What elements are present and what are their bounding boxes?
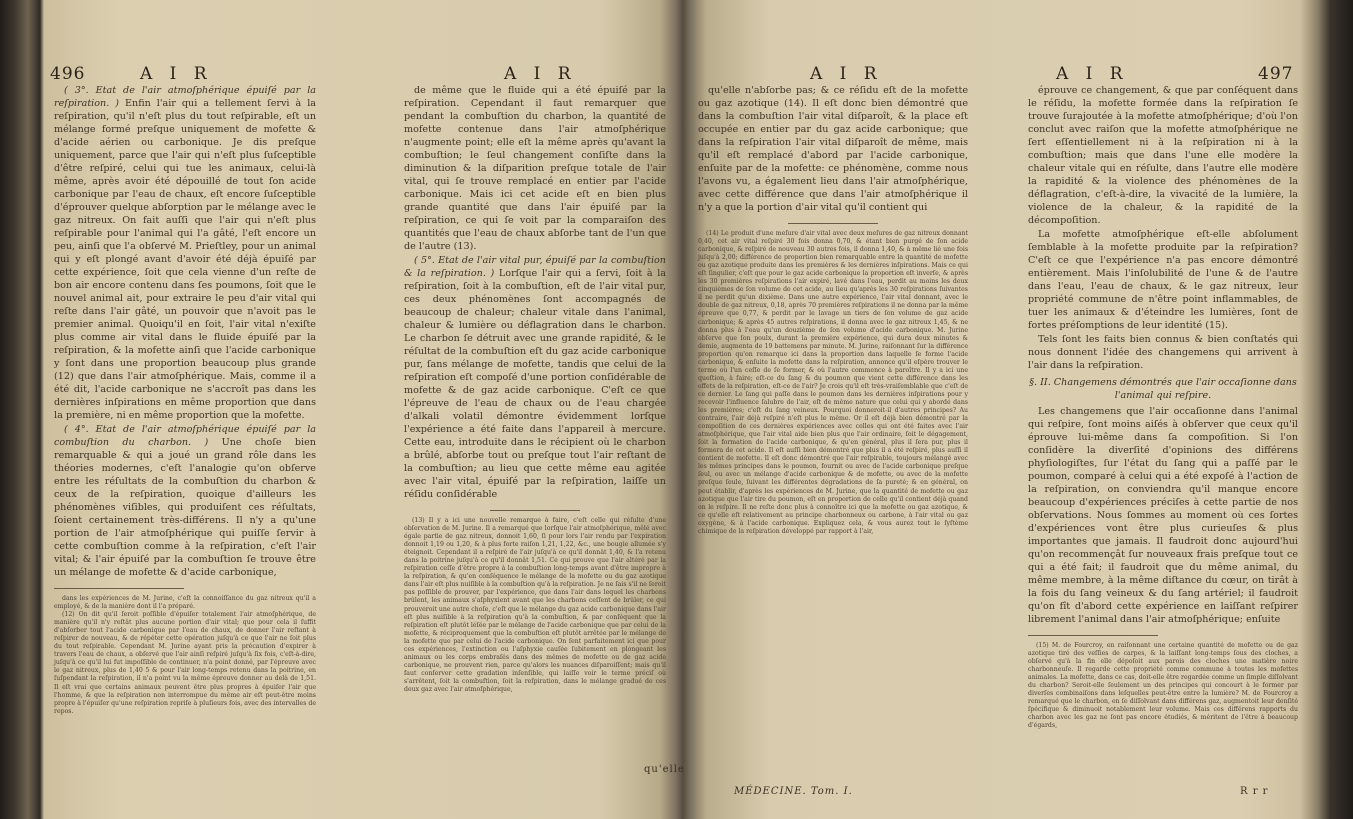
- left-page: [44, 0, 685, 819]
- text-column: [1028, 84, 1298, 731]
- page-number: 497: [1258, 64, 1294, 84]
- paragraph: qu'elle n'abſorbe pas; & ce réſidu eſt de la mofette ou gaz azotique (14). Il eſt donc bien démontré que dans la combuſtion l'air vital diſparoît, & la place eſt occupée en entier par du gaz acide carbonique; que dans la reſpiration l'air vital diſparoît de même, mais qu'il eſt remplacé d'abord par l'acide carbonique, enſuite par de la mofette: ce phénomène, comme nous l'avons vu, a également lieu dans l'air atmoſphérique, avec cette différence que dans l'air atmoſphérique il n'y a que la portion d'air vital qu'il contient qui: [698, 85, 968, 213]
- paragraph: Les changemens que l'air occaſionne dans l'animal qui reſpire, ſont moins aiſés à obſerver que ceux qu'il éprouve lui-même dans ſa compoſition. Si l'on conſidère la diverſité d'opinions des différens phyſiologiſtes, ſur l'état du ſang qui a paſſé par le poumon, comparé à celui qui a été expoſé à l'action de la reſpiration, on conviendra qu'il manque encore beaucoup d'expériences préciſes à cette partie de nos obſervations. Nous ſommes au moment où ces ſortes d'expériences vont être plus curieuſes & plus importantes que jamais. Il faudroit donc aujourd'hui qu'on recommençât ſur nouveaux frais preſque tout ce qui a été fait; il faudroit que du même animal, du même membre, à la même diſtance du cœur, on tirât à la fois du ſang veineux & du ſang artériel; il faudroit qu'on fît d'abord cette expérience en laiſſant reſpirer librement l'animal dans l'air atmoſphérique; enſuite: [1028, 406, 1298, 625]
- footnote-14: (14) Le produit d'une meſure d'air vital avec deux meſures de gaz nitreux donnant 0,40, cet air vital reſpiré 30 fois donna 0,70, & étant bien purgé de ſon acide carbonique, & reſpiré de nouveau 30 autres fois, il donna 1,40, & à même lié une fois juſqu'à 2,00; différence de proportion bien remarquable entre la quantité de mofette ou gaz azotique produite dans les premières & les dernières inſpirations. Mais ce qui eſt ſingulier, c'eſt que pour le gaz acide carbonique la proportion eſt inverſe, & après les 30 premières reſpirations l'air expiré, lavé dans l'eau, perdit au moins les deux cinquièmes de ſon volume de cet acide, au lieu qu'après les 30 reſpirations ſuivantes il ne perdit qu'un dixième. Dans une autre expérience, l'air vital donnant, avec le double de gaz nitreux, 0,18, après 70 premières reſpirations il ne donna par la même épreuve que 0,77, & perdit par le lavage un tiers de ſon volume de gaz acide carbonique; & après 45 autres reſpirations, il donna avec le gaz nitreux 1,45, & ne donna plus à l'eau qu'un douzième de ſon volume d'acide carbonique. M. Jurine obſerve que ſon poulx, durant la première expérience, qui dura deux minutes & demie, augmenta de 19 battemens par minute. M. Jurine, raiſonnant ſur la différence proportion qu'on remarque ici dans la proportion dans laquelle ſe forme l'acide carbonique, & enſuite la mofette dans la reſpiration, annonce qu'il eſpère trouver le terme où l'un ceſſe de ſe former, & où l'autre commence à paroître. Il y a ici une queſtion, à faire; eſt-ce du ſang & du poumon que vient cette différence dans les effets de la reſpiration, eſt-ce de l'air? Je crois qu'il eſt très-vraiſemblable que c'eſt de ce dernier. Le ſang qui paſſe dans le poumon dans les dernières inſpirations pour y recevoir l'influence ſalubre de l'air, eſt de même nature que celui qui y abordé dans les premières; c'eſt du ſang veineux. Pourquoi donneroit-il d'autres principes? Au contraire, l'air déjà reſpiré n'eſt plus le même. Or il eſt déjà bien démontré par la compoſition de ces dernières expériences avec celles qui ont été faites avec l'air atmoſphérique, que l'air vital aide bien plus que l'air ordinaire, ſoit le dégagement, ſoit la formation de l'acide carbonique, & qu'en général, plus il ſera pur, plus il formera de cet acide. Il eſt auſſi bien démontré que plus il a été reſpiré, plus auſſi il contient de mofette. Il eſt donc démontré que l'air reſpirable, toujours mélangé avec les mêmes principes dans le poumon, fournit ou avec de l'acide carbonique preſque ſeul, ou avec un mélange d'acide carbonique & de mofette, ou avec de la mofette preſque ſeule, ſuivant les différentes dégradations de ſa pureté; & en général, on peut établir, d'après les expériences de M. Jurine, que la quantité de mofette ou gaz azotique que l'air tire du poumon, eſt en proportion de celle qu'il contient déjà quand on le reſpire. Il ne reſte donc plus à connoître ici que la mofette ou gaz azotique, & ce qu'elle eſt relativement au principe charbonneux ou carbone, à l'air vital ou gaz oxygène, & à l'acide carbonique. Expliquez cela, & vous aurez tout le ſyſtème chimique de la reſpiration développé par rapport à l'air,: [698, 230, 968, 535]
- paragraph: de même que le fluide qui a été épuiſé par la reſpiration. Cependant il faut remarquer que pendant la combuſtion du charbon, la quantité de mofette contenue dans l'air atmoſphérique n'augmente point; elle eſt la même après qu'avant la combuſtion; le ſeul changement conſiſte dans la diminution & la diſparition preſque totale de l'air vital, qui ſe trouve remplacé en entier par l'acide carbonique. Mais ici cet acide eſt en bien plus grande quantité que dans l'air épuiſé par la reſpiration, ce qui ſe voit par la comparaiſon des quantités que l'eau de chaux abſorbe tant de l'un que de l'autre (13).: [404, 85, 666, 252]
- text-column: [404, 84, 666, 694]
- header-title: A I R: [140, 64, 213, 84]
- footnote-rule: [490, 510, 580, 511]
- paragraph: Enfin l'air qui a tellement ſervi à la reſpiration, qu'il n'eſt plus du tout reſpirable, eſt un mélange formé preſque uniquement de mofette & d'acide aérien ou carbonique. Je dis preſque uniquement, parce que l'air qui n'eſt plus ſuſceptible d'être reſpiré, celui qui tue les animaux, celui-là même, après avoir été dépouillé de tout ſon acide carbonique par l'eau de chaux, eſt encore ſuſceptible d'éprouver quelque abſorption par le mélange avec le gaz nitreux. On fait auſſi que l'air qui n'eſt plus reſpirable pour l'animal qui l'a gâté, l'eſt encore un peu, ainſi que l'a obſervé M. Prieſtley, pour un animal qui y eſt plongé avant d'avoir été déjà épuiſé par cette expérience, ſoit que cela vienne d'un reſte de bon air encore contenu dans ſes poumons, ſoit que le nouvel animal ait, pour extraire le peu d'air vital qui reſte dans l'air gâté, un pouvoir que n'avoit pas le premier animal. Quoiqu'il en ſoit, l'air vital n'exiſte plus comme air vital dans le fluide épuiſé par la reſpiration, & la mofette ainſi que l'acide carbonique y ſont dans une proportion beaucoup plus grande (12) que dans l'air atmoſphérique. Mais, comme il a été dit, l'acide carbonique ne s'accroît pas dans les dernières inſpirations en même proportion que dans la première, ni en même proportion que la mofette.: [54, 98, 316, 421]
- footnote-rule: [1028, 635, 1158, 636]
- text-column: [54, 84, 316, 716]
- signature-line: MÉDECINE. Tom. I.: [734, 786, 853, 797]
- right-page: [688, 0, 1314, 819]
- signature-mark: R r r: [1240, 786, 1269, 797]
- subsection-heading: ( 5°. Etat de l'air vital pur, épuiſé par la combuſtion & la reſpiration. ): [404, 255, 666, 279]
- footnote-15: (15) M. de Fourcroy, en raiſonnant une certaine quantité de mofette ou de gaz azotique tiré des veſſies de carpes, & la laiſſant long-temps ſous des cloches, a obſervé qu'à la fin elle dépoſoit aux parois des cloches une matière noire charbonneuſe. Il regarde cette propriété comme commune à toutes les mofettes animales. La mofette, dans ce cas, doit-elle être regardée comme un ſimple diſſolvant du charbon? Seroit-elle ſeulement un des principes qui concourt à le former par diverſes combinaiſons dans leſquelles peut-être entre la lumière? M. de Fourcroy a remarqué que le charbon, en ſe diſſolvant dans différens gaz, augmentoit leur denſité ſpécifique & diminuoit notablement leur volume. Mais ces différens rapports du charbon avec les gaz ne ſont pas encore étudiés, & méritent de l'être à beaucoup d'égards,: [1028, 642, 1298, 730]
- footnote: dans les expériences de M. Jurine, c'eſt la connoiſſance du gaz nitreux qu'il a employé, & de la manière dont il l'a préparé.: [54, 595, 316, 611]
- paragraph: Tels ſont les faits bien connus & bien conſtatés qui nous donnent l'idée des changemens qui arrivent à l'air dans la reſpiration.: [1028, 334, 1298, 371]
- text-column: [698, 84, 968, 536]
- footnote-rule: [788, 223, 878, 224]
- catchword: qu'elle: [644, 764, 685, 775]
- footnote-13: (13) Il y a ici une nouvelle remarque à faire, c'eſt celle qui réſulte d'une obſervation de M. Jurine. Il a remarqué que lorſque l'air atmoſphérique, mêlé avec égale partie de gaz nitreux, donnoit 1,60, ſi pour lors l'air rendu par l'expiration donnoit 1,19 ou 1,20, & à plus forte raiſon 1,21, 1,22, &c., une bougie allumée s'y éteignoit. Cependant il a reſpiré de l'air juſqu'à ce qu'il donnât 1,40, & l'a retenu dans la poitrine juſqu'à ce qu'il donnât 1,51. Ce qui prouve que l'air altéré par la reſpiration ceſſe d'être propre à la combuſtion long-temps avant d'être impropre à la reſpiration, & qu'en conſéquence le mélange de la mofette ou du gaz azotique dans l'air eſt plus nuiſible à la combuſtion qu'à la reſpiration. Je ne ſais s'il ne ſeroit pas poſſible de prouver, par l'expérience, que dans l'air dans lequel les charbons brûlent, les animaux s'aſphyxient avant que les charbons ceſſent de brûler, ce qui prouveroit une autre choſe, c'eſt que le mélange du gaz acide carbonique dans l'air eſt plus nuiſible à la reſpiration qu'à la combuſtion, & par conſéquent que la reſpiration eſt plutôt léſée par le mélange de l'acide carbonique que par celui de la mofette, & réciproquement que la combuſtion eſt plutôt arrêtée par le mélange de la mofette que par celui de l'acide carbonique. On ſent parfaitement ici que pour ces expériences, l'extinction ou l'aſphyxie cauſée ſubitement en plongeant les animaux ou les corps embraſés dans des mêmes de mofette ou de gaz acide carbonique, ne prouvent rien, parce qu'alors les nuances diſparoiſſent; mais qu'il faut conſerver cette gradation inſenſible, qui laiſſe voir le terme préciſ où s'arrêtent, ſoit la combuſtion, ſoit la reſpiration, dans le mélange gradué de ces deux gaz avec l'air atmoſphérique,: [404, 517, 666, 693]
- header-title: A I R: [504, 64, 577, 84]
- paragraph: éprouve ce changement, & que par conſéquent dans le réſidu, la mofette formée dans la reſpiration ſe trouve ſurajoutée à la mofette atmoſphérique; d'où l'on conclut avec raiſon que la mofette atmoſphérique ne ſert eſſentiellement ni à la reſpiration ni à la combuſtion; mais que dans l'une elle modère la chaleur vitale qui en réſulte, dans l'autre elle modère la rapidité & la violence des phénomènes de la déflagration, c'eſt-à-dire, la vivacité de la lumière, la violence de la chaleur, & la rapidité de la décompoſition.: [1028, 85, 1298, 226]
- section-heading: §. II. Changemens démontrés que l'air occaſionne dans l'animal qui reſpire.: [1029, 377, 1297, 401]
- paragraph: Une choſe bien remarquable & qui a joué un grand rôle dans les théories modernes, c'eſt l'analogie qu'on obſerve entre les réſultats de la combuſtion du charbon & ceux de la reſpiration, quoique d'ailleurs les phénomènes viſibles, qui produiſent ces réſultats, ſoient certainement très-différens. Il n'y a qu'une portion de l'air atmoſphérique qui puiſſe ſervir à cette combuſtion comme à la reſpiration, c'eſt l'air vital; & l'air épuiſé par la combuſtion ſe trouve être un mélange de mofette & d'acide carbonique,: [54, 437, 316, 578]
- footnote-12: (12) On dit qu'il ſeroit poſſible d'épuiſer totalement l'air atmoſphérique, de manière qu'il n'y reſtât plus aucune portion d'air vital; que pour cela il ſuffit d'abſorber tout l'acide carbonique par l'eau de chaux, de donner l'air reſtant à reſpirer de nouveau, & de répéter cette opération juſqu'à ce que l'air ne ſoit plus du tout reſpirable. Cependant M. Jurine ayant pris la précaution d'expirer à travers l'eau de chaux, a obſervé que l'air ainſi reſpiré juſqu'à ſix fois, c'eſt-à-dire, juſqu'à ce qu'il lui fut impoſſible de continuer, n'a point donné, par l'épreuve avec le gaz nitreux, plus de 1,40 5 & pour l'air long-temps retenu dans la poitrine, en ſuſpendant la reſpiration, il n'a point vu la même épreuve donner au delà de 1,51. Il eſt vrai que certains animaux peuvent être plus propres à épuiſer l'air que l'homme, & que la reſpiration non interrompue du même air eſt peut-être moins propre à l'épuiſer qu'une reſpiration repriſe à pluſieurs fois, avec des intervalles de repos.: [54, 611, 316, 715]
- subsection-heading: ( 3°. Etat de l'air atmoſphérique épuiſé par la reſpiration. ): [54, 85, 316, 109]
- page-number: 496: [50, 64, 86, 84]
- header-title: A I R: [1056, 64, 1129, 84]
- paragraph: La mofette atmoſphérique eſt-elle abſolument ſemblable à la mofette produite par la reſpiration? C'eſt ce que l'expérience n'a pas encore démontré entièrement. Mais l'inſolubilité de l'une & de l'autre dans l'eau, l'eau de chaux, & le gaz nitreux, leur propriété commune de n'être point inflammables, de tuer les animaux & d'éteindre les lumières, ſont de fortes préſomptions de leur identité (15).: [1028, 229, 1298, 331]
- footnote-rule: [54, 588, 184, 589]
- header-title: A I R: [810, 64, 883, 84]
- paragraph: Lorſque l'air qui a ſervi, ſoit à la reſpiration, ſoit à la combuſtion, eſt de l'air vital pur, ces deux phénomènes ſont accompagnés de beaucoup de chaleur; chaleur vitale dans l'animal, chaleur & lumière ou déflagration dans le charbon. Le charbon ſe détruit avec une grande rapidité, & le réſultat de la combuſtion eſt du gaz acide carbonique pur, ſans mélange de mofette, tandis que celui de la reſpiration eſt compoſé d'une portion conſidérable de mofette & de gaz acide carbonique. C'eſt ce que l'épreuve de l'eau de chaux ou de l'eau chargée d'alkali volatil démontre évidemment lorſque l'expérience a été faite dans l'appareil à mercure. Cette eau, introduite dans le récipient où le charbon a brûlé, abſorbe tout ou preſque tout l'air reſtant de la combuſtion; au lieu que cette même eau agitée avec l'air vital, épuiſé par la reſpiration, laiſſe un réſidu conſidérable: [404, 268, 666, 500]
- subsection-heading: ( 4°. Etat de l'air atmoſphérique épuiſé par la combuſtion du charbon. ): [54, 424, 316, 448]
